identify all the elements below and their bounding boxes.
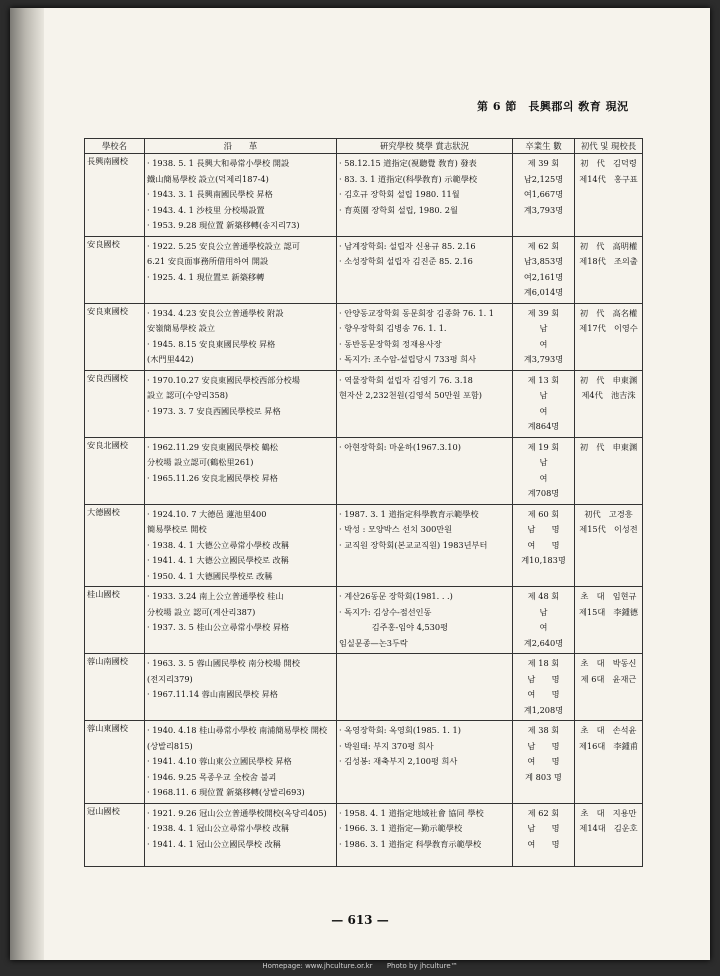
- principals-line: 제15代 이성전: [579, 524, 638, 534]
- research-line: · 역물장학회 설립자 김영기 76. 3.18: [339, 374, 473, 385]
- history-line: · 1953. 9.28 現位置 新築移轉(송지리73): [147, 220, 300, 230]
- research-line: · 83. 3. 1 道指定(科學敎育) 示範學校: [339, 173, 478, 184]
- history-line: · 1950. 4. 1 大德國民學校로 改稱: [147, 570, 273, 581]
- graduates-line: 계 803 명: [525, 771, 562, 782]
- research-line: 임실문종—논3두락: [339, 637, 408, 648]
- history-cell: [145, 504, 337, 587]
- history-cell: [145, 370, 337, 437]
- history-line: · 1941. 4. 1 大德公立國民學校로 改稱: [147, 555, 289, 565]
- history-line: · 1946. 9.25 목종우교 全校舍 불괴: [147, 771, 277, 782]
- research-line: 김주홍-임야 4,530평: [339, 622, 449, 632]
- history-cell: [145, 721, 337, 804]
- graduates-cell: [513, 303, 575, 370]
- principals-line: 初 代 申東渊: [579, 441, 638, 452]
- school-name: 安良西國校: [85, 370, 145, 437]
- table-row: [85, 803, 643, 866]
- history-line: 6.21 安良面事務所借用하여 開設: [147, 256, 269, 266]
- history-line: · 1965.11.26 安良北國民學校 昇格: [147, 472, 278, 483]
- history-cell: [145, 236, 337, 303]
- history-line: (전지리379): [147, 673, 193, 684]
- history-line: · 1934. 4.23 安良公立普通學校 附設: [147, 307, 284, 318]
- principals-cell: [575, 370, 643, 437]
- research-line: · 1986. 3. 1 道指定 科學敎育示範學校: [339, 838, 482, 849]
- graduates-line: 남 명: [527, 673, 560, 684]
- graduates-line: 제 39 회: [527, 158, 560, 168]
- history-line: (木門里442): [147, 354, 194, 364]
- principals-line: 제14대 김운호: [579, 823, 638, 833]
- research-line: · 계산26동문 장학회(1981. . .): [339, 591, 453, 601]
- graduates-line: 여: [539, 405, 548, 416]
- book-binding: [10, 8, 44, 960]
- principals-line: 初 代 高明權: [579, 240, 638, 251]
- history-line: 設立 認可(수양리358): [147, 390, 229, 400]
- history-line: 鐵山簡易學校 設立(덕제리187-4): [147, 173, 269, 184]
- school-name: 安良東國校: [85, 303, 145, 370]
- col-header-school: 學校名: [85, 139, 145, 154]
- history-line: · 1941. 4. 1 冠山公立國民學校 改稱: [147, 838, 281, 849]
- graduates-line: 남: [539, 323, 548, 333]
- principals-cell: [575, 654, 643, 721]
- school-name: 蓉山東國校: [85, 721, 145, 804]
- principals-cell: [575, 303, 643, 370]
- graduates-line: 계3,793명: [523, 204, 564, 215]
- graduates-line: 계10,183명: [521, 555, 566, 565]
- research-line: · 독지가: 조수암-설립당시 733평 희사: [339, 354, 476, 364]
- research-line: · 1958. 4. 1 道指定地域社會 協同 學校: [339, 807, 484, 818]
- table-row: [85, 303, 643, 370]
- graduates-line: 제 19 회: [527, 441, 560, 452]
- table-row: [85, 437, 643, 504]
- graduates-line: 계864명: [527, 421, 560, 431]
- table-row: [85, 504, 643, 587]
- graduates-line: 남2,125명: [523, 173, 564, 184]
- table-header-row: [85, 139, 643, 154]
- table-row: [85, 721, 643, 804]
- history-cell: [145, 587, 337, 654]
- research-cell: [337, 587, 513, 654]
- table-row: [85, 654, 643, 721]
- principals-line: 제 6대 윤재근: [580, 673, 637, 684]
- graduates-line: 남: [539, 390, 548, 400]
- research-line: · 안양동교장학회 동문회장 김종화 76. 1. 1: [339, 307, 494, 318]
- history-line: · 1940. 4.18 桂山尋常小學校 南浦簡易學校 開校: [147, 725, 328, 735]
- research-cell: [337, 803, 513, 866]
- principals-line: 제18代 조의출: [579, 256, 638, 266]
- graduates-line: 남: [539, 606, 548, 617]
- history-line: · 1941. 4.10 蓉山東公立國民學校 昇格: [147, 756, 292, 766]
- research-line: · 58.12.15 道指定(視聽覺 敎育) 發表: [339, 158, 477, 168]
- principals-cell: [575, 803, 643, 866]
- history-line: (상발리815): [147, 740, 193, 751]
- history-line: · 1933. 3.24 南上公立普通學校 桂山: [147, 591, 284, 601]
- research-cell: [337, 154, 513, 237]
- graduates-line: 제 62 회: [527, 807, 560, 818]
- research-line: 현자산 2,232천원(김영석 50만원 포함): [339, 390, 482, 400]
- history-line: · 1945. 8.15 安良東國民學校 昇格: [147, 338, 276, 349]
- graduates-line: 제 60 회: [527, 508, 560, 519]
- graduates-line: 계6,014명: [523, 287, 564, 297]
- research-line: · 育英園 장학회 설립, 1980. 2월: [339, 204, 458, 215]
- research-cell: [337, 437, 513, 504]
- footer-homepage: Homepage: www.jhculture.or.kr: [262, 962, 373, 970]
- principals-line: 제16대 李鍾甫: [579, 740, 638, 751]
- school-name: 安良北國校: [85, 437, 145, 504]
- history-cell: [145, 303, 337, 370]
- history-line: 安嶺簡易學校 設立: [147, 323, 216, 333]
- history-cell: [145, 154, 337, 237]
- history-line: · 1968.11. 6 現位置 新築移轉(상발리693): [147, 787, 305, 797]
- history-line: · 1943. 3. 1 長興南國民學校 昇格: [147, 189, 273, 199]
- research-cell: [337, 236, 513, 303]
- research-line: · 향우장학회 김병송 76. 1. 1.: [339, 323, 447, 333]
- history-cell: [145, 803, 337, 866]
- graduates-line: 남 명: [527, 740, 560, 751]
- research-line: · 1966. 3. 1 道指定—勤示範學校: [339, 823, 463, 833]
- research-line: · 김호규 장학회 설립 1980. 11월: [339, 189, 460, 199]
- research-line: · 아현장학회: 마윤하(1967.3.10): [339, 441, 461, 452]
- graduates-cell: [513, 803, 575, 866]
- history-line: · 1973. 3. 7 安良西國民學校로 昇格: [147, 405, 281, 416]
- history-line: 簡易學校로 開校: [147, 524, 207, 534]
- graduates-cell: [513, 154, 575, 237]
- research-line: · 동반동문장학회 정재용사장: [339, 338, 442, 349]
- history-line: 分校場 設立 認可(계산리387): [147, 606, 256, 617]
- graduates-line: 제 18 회: [527, 658, 560, 668]
- running-header: 第 6 節 長興郡의 敎育 現況: [477, 100, 629, 113]
- graduates-line: 계3,793명: [523, 354, 564, 364]
- principals-line: 초 대 손석윤: [580, 725, 637, 735]
- graduates-line: 여: [539, 622, 548, 632]
- col-header-principals: 初代 및 現校長: [575, 139, 643, 154]
- school-name: 冠山國校: [85, 803, 145, 866]
- principals-line: 초 대 임현규: [580, 591, 637, 601]
- graduates-line: 계1,208명: [523, 704, 564, 715]
- principals-line: 제4代 池吉洙: [581, 390, 636, 400]
- research-line: · 남계장학회: 설립자 신용규 85. 2.16: [339, 240, 476, 251]
- graduates-line: 남3,853명: [523, 256, 564, 266]
- footer-credit: [0, 962, 720, 970]
- principals-cell: [575, 154, 643, 237]
- research-cell: [337, 654, 513, 721]
- school-name: 蓉山南國校: [85, 654, 145, 721]
- research-line: · 박원태: 부지 370평 희사: [339, 740, 434, 751]
- footer-photo: Photo by jhculture™: [386, 962, 458, 970]
- history-line: · 1938. 4. 1 冠山公立尋常小學校 改稱: [147, 823, 290, 833]
- principals-cell: [575, 437, 643, 504]
- table-body: [85, 154, 643, 867]
- research-cell: [337, 721, 513, 804]
- graduates-line: 여 명: [527, 689, 560, 699]
- graduates-line: 제 38 회: [527, 725, 560, 735]
- history-line: · 1938. 5. 1 長興大和尋常小學校 開設: [147, 158, 290, 168]
- research-cell: [337, 303, 513, 370]
- page: [10, 8, 710, 960]
- page-number: — 613 —: [331, 913, 389, 927]
- principals-cell: [575, 587, 643, 654]
- principals-line: 初代 고경흥: [584, 508, 633, 519]
- history-cell: [145, 654, 337, 721]
- table-row: [85, 370, 643, 437]
- principals-line: 제15대 李鍾德: [579, 606, 638, 617]
- history-line: · 1937. 3. 5 桂山公立尋常小學校 昇格: [147, 622, 290, 632]
- table-row: [85, 587, 643, 654]
- graduates-cell: [513, 721, 575, 804]
- graduates-line: 계708명: [527, 488, 560, 498]
- col-header-history: 沿 革: [145, 139, 337, 154]
- principals-cell: [575, 236, 643, 303]
- principals-line: 초 대 박동신: [580, 658, 637, 668]
- research-line: · 독지가: 김상수-점선인동: [339, 606, 432, 617]
- graduates-line: 여1,667명: [523, 189, 564, 199]
- graduates-line: 제 62 회: [527, 240, 560, 251]
- history-line: · 1938. 4. 1 大德公立尋常小學校 改稱: [147, 539, 290, 550]
- graduates-cell: [513, 654, 575, 721]
- graduates-cell: [513, 437, 575, 504]
- school-name: 大德國校: [85, 504, 145, 587]
- school-name: 安良國校: [85, 236, 145, 303]
- graduates-line: 여 명: [527, 539, 560, 550]
- history-line: · 1963. 3. 5 蓉山國民學校 南分校場 開校: [147, 658, 300, 668]
- graduates-cell: [513, 587, 575, 654]
- history-line: 分校場 設立認可(鶴松里261): [147, 457, 254, 467]
- principals-line: 제17代 이영수: [579, 323, 638, 333]
- history-line: · 1970.10.27 安良東國民學校西部分校場: [147, 374, 300, 385]
- graduates-line: 계2,640명: [523, 637, 564, 648]
- history-line: · 1967.11.14 蓉山南國民學校 昇格: [147, 689, 278, 699]
- graduates-line: 여 명: [527, 838, 560, 849]
- col-header-graduates: 卒業生 數: [513, 139, 575, 154]
- graduates-cell: [513, 370, 575, 437]
- research-line: · 옥영장학회: 옥영회(1985. 1. 1): [339, 725, 461, 735]
- graduates-line: 제 39 회: [527, 307, 560, 318]
- research-line: · 교직원 장학회(본교교직원) 1983년부터: [339, 539, 488, 550]
- graduates-line: 남: [539, 457, 548, 467]
- principals-cell: [575, 721, 643, 804]
- school-name: 長興南國校: [85, 154, 145, 237]
- graduates-line: 여: [539, 338, 548, 349]
- history-line: · 1921. 9.26 冠山公立普通學校開校(옥당리405): [147, 807, 327, 818]
- graduates-line: 제 48 회: [527, 591, 560, 601]
- principals-line: 初 代 김덕령: [580, 158, 637, 168]
- graduates-line: 여: [539, 472, 548, 483]
- history-line: · 1962.11.29 安良東國民學校 鶴松: [147, 441, 278, 452]
- history-line: · 1922. 5.25 安良公立普通學校設立 認可: [147, 240, 300, 251]
- graduates-line: 남 명: [527, 823, 560, 833]
- graduates-line: 여 명: [527, 756, 560, 766]
- school-history-table: [84, 138, 643, 867]
- research-cell: [337, 370, 513, 437]
- school-name: 桂山國校: [85, 587, 145, 654]
- research-line: · 김성봉: 재축부지 2,100평 희사: [339, 756, 458, 766]
- research-line: · 소성장학회 설립자 김진준 85. 2.16: [339, 256, 473, 266]
- graduates-line: 여2,161명: [523, 271, 564, 282]
- graduates-cell: [513, 504, 575, 587]
- table-row: [85, 154, 643, 237]
- table-row: [85, 236, 643, 303]
- principals-line: 初 代 高名權: [579, 307, 638, 318]
- graduates-line: 남 명: [527, 524, 560, 534]
- history-cell: [145, 437, 337, 504]
- history-line: · 1943. 4. 1 沙枝里 分校場設置: [147, 204, 265, 215]
- graduates-line: 제 13 회: [527, 374, 560, 385]
- graduates-cell: [513, 236, 575, 303]
- research-line: · 1987. 3. 1 道指定科學教育示範學校: [339, 508, 479, 519]
- principals-line: 初 代 申東渊: [579, 374, 638, 385]
- col-header-research: 硏究學校 獎學 賞志狀況: [337, 139, 513, 154]
- principals-line: 제14代 홍구표: [579, 173, 638, 184]
- history-line: · 1925. 4. 1 現位置로 新築移轉: [147, 271, 265, 282]
- research-cell: [337, 504, 513, 587]
- research-line: · 박성 : 모양박스 선치 300만원: [339, 524, 453, 534]
- history-line: · 1924.10. 7 大德邑 蓮池里400: [147, 508, 267, 519]
- principals-line: 초 대 지용만: [580, 807, 637, 818]
- principals-cell: [575, 504, 643, 587]
